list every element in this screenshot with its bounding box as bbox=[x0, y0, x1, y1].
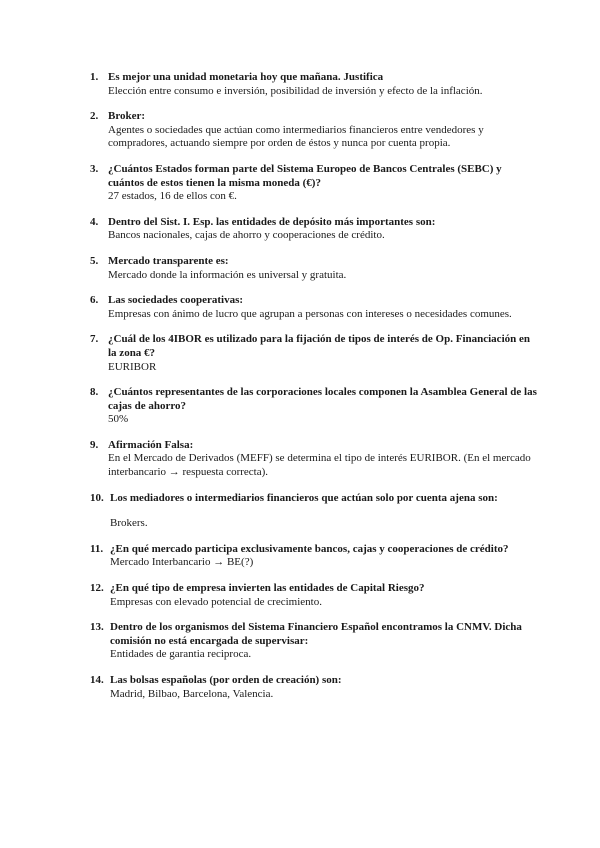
question-number: 11. bbox=[90, 542, 104, 555]
question-text: ¿En qué mercado participa exclusivamente bancos, cajas y cooperaciones de crédito? bbox=[110, 542, 509, 555]
question-text: Es mejor una unidad monetaria hoy que mañana. Justifica bbox=[108, 71, 384, 83]
question-item-1 bbox=[90, 71, 540, 98]
answer-text: Agentes o sociedades que actúan como intermediarios financieros entre vendedores y compradores, actuando siempre por orden de éstos y nunca por cuenta propia. bbox=[108, 123, 484, 150]
question-item-6 bbox=[90, 294, 540, 321]
question-item-9 bbox=[90, 439, 540, 480]
answer-text: Empresas con elevado potencial de crecimiento. bbox=[110, 595, 322, 608]
question-text: ¿Cuántos Estados forman parte del Sistema Europeo de Bancos Centrales (SEBC) y cuántos de estos tienen la misma moneda (€)? bbox=[108, 162, 502, 189]
answer-text: Empresas con ánimo de lucro que agrupan a personas con intereses o necesidades comunes. bbox=[108, 307, 512, 320]
question-number: 7. bbox=[90, 333, 99, 346]
question-number: 2. bbox=[90, 110, 99, 123]
question-text: Afirmación Falsa: bbox=[108, 438, 194, 451]
question-number: 4. bbox=[90, 215, 99, 228]
question-text: Broker: bbox=[108, 110, 146, 123]
question-item-2 bbox=[90, 110, 540, 151]
question-number: 6. bbox=[90, 294, 99, 307]
question-number: 10. bbox=[90, 491, 104, 504]
question-number: 8. bbox=[90, 386, 99, 399]
question-item-8 bbox=[90, 386, 540, 427]
question-item-13 bbox=[90, 621, 540, 662]
question-text: Mercado transparente es: bbox=[108, 254, 229, 267]
question-number: 13. bbox=[90, 621, 104, 634]
question-list bbox=[90, 71, 540, 713]
answer-text: Entidades de garantia reciproca. bbox=[110, 648, 252, 661]
question-number: 14. bbox=[90, 674, 104, 686]
answer-text: Madrid, Bilbao, Barcelona, Valencia. bbox=[110, 687, 274, 700]
question-number: 9. bbox=[90, 438, 99, 451]
question-text: Las bolsas españolas (por orden de creación) son: bbox=[110, 674, 342, 686]
question-item-7 bbox=[90, 333, 540, 374]
answer-text: 50% bbox=[108, 413, 129, 426]
question-number: 12. bbox=[90, 582, 104, 595]
question-text: Dentro del Sist. I. Esp. las entidades de depósito más importantes son: bbox=[108, 215, 436, 228]
question-text: ¿En qué tipo de empresa invierten las entidades de Capital Riesgo? bbox=[110, 582, 425, 595]
answer-text: 27 estados, 16 de ellos con €. bbox=[108, 190, 237, 203]
question-item-3 bbox=[90, 163, 540, 204]
question-item-10 bbox=[90, 492, 540, 531]
question-item-14 bbox=[90, 674, 540, 701]
answer-text: Bancos nacionales, cajas de ahorro y cooperaciones de crédito. bbox=[108, 229, 385, 242]
answer-text: Mercado Interbancario → BE(?) bbox=[110, 556, 254, 569]
question-number: 3. bbox=[90, 162, 99, 175]
answer-text: Brokers. bbox=[110, 517, 148, 530]
question-item-4 bbox=[90, 216, 540, 243]
question-number: 1. bbox=[90, 71, 99, 83]
question-item-5 bbox=[90, 255, 540, 282]
question-text: Los mediadores o intermediarios financieros que actúan solo por cuenta ajena son: bbox=[110, 491, 498, 504]
answer-text: En el Mercado de Derivados (MEFF) se determina el tipo de interés EURIBOR. (En el mercado interbancario → respuesta correcta). bbox=[108, 452, 531, 479]
question-text: ¿Cuál de los 4IBOR es utilizado para la fijación de tipos de interés de Op. Financiación en la zona €? bbox=[108, 333, 530, 359]
question-item-11 bbox=[90, 543, 540, 570]
answer-text: Elección entre consumo e inversión, posibilidad de inversión y efecto de la inflación. bbox=[108, 84, 483, 97]
question-text: Dentro de los organismos del Sistema Financiero Español encontramos la CNMV. Dicha comisión no está encargada de supervisar: bbox=[110, 621, 522, 647]
answer-text: Mercado donde la información es universal y gratuita. bbox=[108, 268, 347, 281]
question-text: Las sociedades cooperativas: bbox=[108, 294, 244, 307]
question-item-12 bbox=[90, 582, 540, 609]
answer-text: EURIBOR bbox=[108, 360, 157, 373]
question-text: ¿Cuántos representantes de las corporaciones locales componen la Asamblea General de las cajas de ahorro? bbox=[108, 386, 537, 412]
question-number: 5. bbox=[90, 254, 99, 267]
